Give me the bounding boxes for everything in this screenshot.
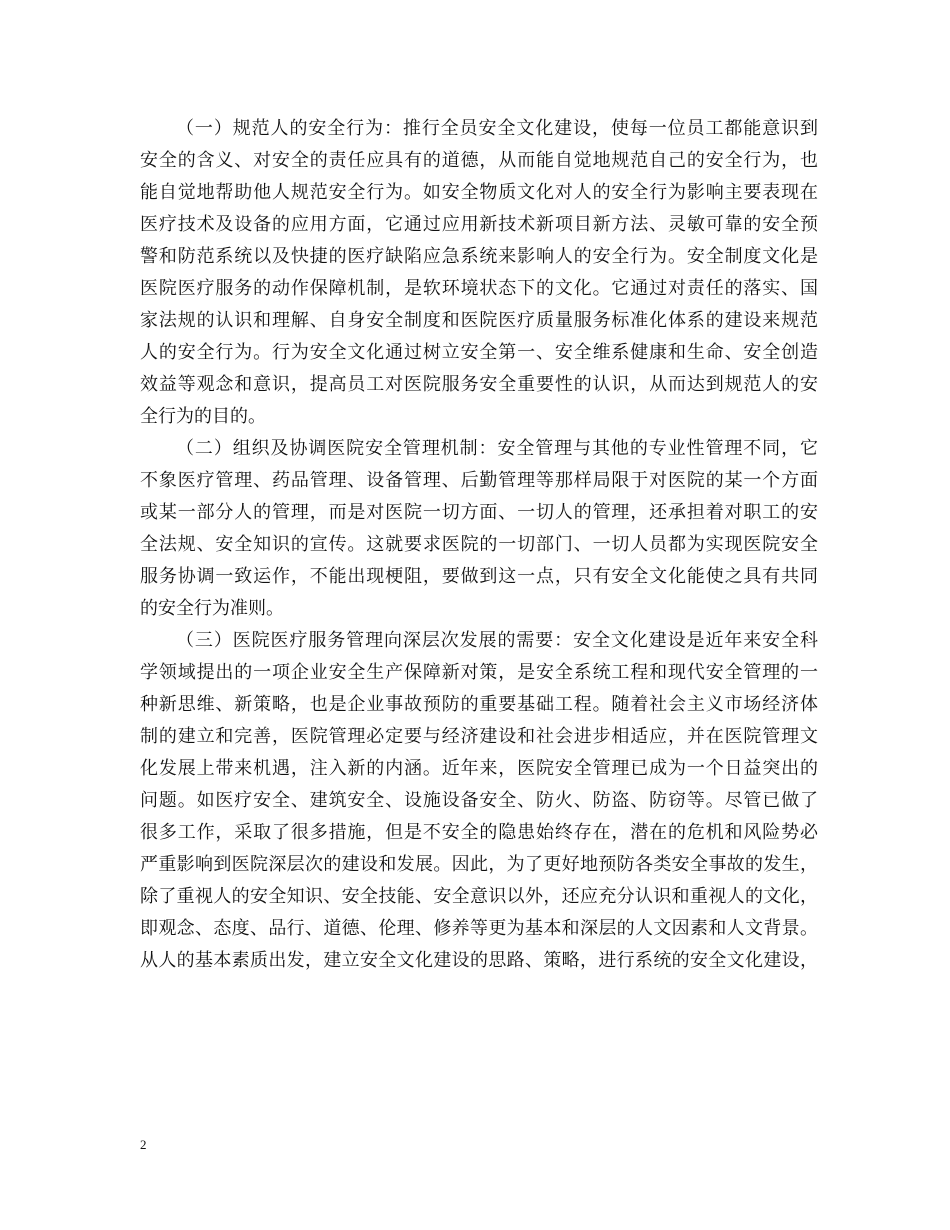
text-line: 种新思维、新策略，也是企业事故预防的重要基础工程。随着社会主义市场经济体 bbox=[140, 694, 818, 715]
text-line: 医疗技术及设备的应用方面，它通过应用新技术新项目新方法、灵敏可靠的安全预 bbox=[140, 214, 818, 235]
text-line: 化发展上带来机遇，注入新的内涵。近年来，医院安全管理已成为一个日益突出的 bbox=[140, 758, 818, 779]
text-line: 问题。如医疗安全、建筑安全、设施设备安全、防火、防盗、防窃等。尽管已做了 bbox=[140, 790, 818, 811]
text-line: 从人的基本素质出发，建立安全文化建设的思路、策略，进行系统的安全文化建设， bbox=[140, 950, 818, 971]
text-line: 家法规的认识和理解、自身安全制度和医院医疗质量服务标准化体系的建设来规范 bbox=[140, 310, 818, 331]
text-line: （三）医院医疗服务管理向深层次发展的需要：安全文化建设是近年来安全科 bbox=[176, 630, 818, 651]
text-line: 的安全行为准则。 bbox=[140, 598, 284, 619]
text-line: 不象医疗管理、药品管理、设备管理、后勤管理等那样局限于对医院的某一个方面 bbox=[140, 470, 818, 491]
text-line: （一）规范人的安全行为：推行全员安全文化建设，使每一位员工都能意识到 bbox=[176, 118, 818, 139]
text-line: 或某一部分人的管理，而是对医院一切方面、一切人的管理，还承担着对职工的安 bbox=[140, 502, 818, 523]
text-line: 医院医疗服务的动作保障机制，是软环境状态下的文化。它通过对责任的落实、国 bbox=[140, 278, 818, 299]
paragraph-1 bbox=[140, 113, 818, 433]
text-line: 警和防范系统以及快捷的医疗缺陷应急系统来影响人的安全行为。安全制度文化是 bbox=[140, 246, 818, 267]
text-line: 安全的含义、对安全的责任应具有的道德，从而能自觉地规范自己的安全行为，也 bbox=[140, 150, 818, 171]
paragraph-2 bbox=[140, 433, 818, 625]
text-line: （二）组织及协调医院安全管理机制：安全管理与其他的专业性管理不同，它 bbox=[176, 438, 818, 459]
text-line: 很多工作，采取了很多措施，但是不安全的隐患始终存在，潜在的危机和风险势必 bbox=[140, 822, 818, 843]
text-line: 人的安全行为。行为安全文化通过树立安全第一、安全维系健康和生命、安全创造 bbox=[140, 342, 818, 363]
text-line: 服务协调一致运作，不能出现梗阻，要做到这一点，只有安全文化能使之具有共同 bbox=[140, 566, 818, 587]
page-number: 2 bbox=[140, 1137, 147, 1152]
text-line: 能自觉地帮助他人规范安全行为。如安全物质文化对人的安全行为影响主要表现在 bbox=[140, 182, 818, 203]
text-line: 全法规、安全知识的宣传。这就要求医院的一切部门、一切人员都为实现医院安全 bbox=[140, 534, 818, 555]
document-body bbox=[140, 113, 818, 977]
text-line: 即观念、态度、品行、道德、伦理、修养等更为基本和深层的人文因素和人文背景。 bbox=[140, 918, 818, 939]
text-line: 制的建立和完善，医院管理必定要与经济建设和社会进步相适应，并在医院管理文 bbox=[140, 726, 818, 747]
text-line: 严重影响到医院深层次的建设和发展。因此，为了更好地预防各类安全事故的发生， bbox=[140, 854, 818, 875]
text-line: 学领域提出的一项企业安全生产保障新对策，是安全系统工程和现代安全管理的一 bbox=[140, 662, 818, 683]
text-line: 效益等观念和意识，提高员工对医院服务安全重要性的认识，从而达到规范人的安 bbox=[140, 374, 818, 395]
paragraph-3 bbox=[140, 625, 818, 977]
text-line: 除了重视人的安全知识、安全技能、安全意识以外，还应充分认识和重视人的文化， bbox=[140, 886, 818, 907]
text-line: 全行为的目的。 bbox=[140, 406, 266, 427]
